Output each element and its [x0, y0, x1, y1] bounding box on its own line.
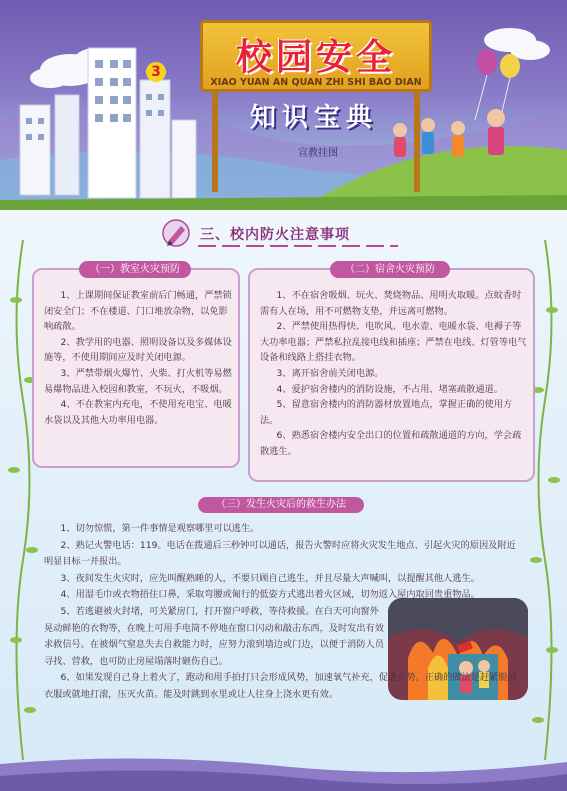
escape-list	[44, 521, 524, 704]
classroom-tag: （一）教室火灾预防	[79, 261, 191, 278]
dorm-fire-box	[248, 264, 535, 482]
pencil-icon	[160, 218, 196, 248]
list-item: 4、爱护宿舍楼内的消防设施，不占用、堵塞疏散通道。	[276, 383, 503, 395]
classroom-list	[44, 288, 234, 428]
title-signboard	[200, 20, 432, 92]
list-item: 3、离开宿舍前关闭电源。	[276, 367, 384, 379]
header-banner	[0, 0, 567, 210]
footer-wave	[0, 752, 567, 791]
list-item: 3、严禁带烟火爆竹、火柴、打火机等易燃易爆物品进入校园和教室，不玩火，不吸烟。	[44, 367, 232, 395]
list-item: 6、熟悉宿舍楼内安全出口的位置和疏散通道的方向，学会疏散逃生。	[260, 430, 522, 457]
list-item: 1、切勿惊慌，第一件事情是观察哪里可以逃生。	[60, 523, 260, 534]
title-pinyin: XIAO YUAN AN QUAN ZHI SHI BAO DIAN	[210, 77, 422, 88]
list-item: 5、留意宿舍楼内的消防器材放置地点，掌握正确的使用方法。	[260, 399, 513, 426]
list-item: 5、若逃避被火封堵，可关紧房门，打开窗户呼救，等待救援。在白天可向窗外晃动鲜艳的衣物等，在晚上可用手电筒不停地在窗口闪动和敲击东西，及时发出有效求救信号。在被烟气窒息失去自救能力时，应努力滚到墙边或门边，以便于消防人员寻找、营救，也可防止房屋塌落时砸伤自己。	[44, 605, 384, 667]
classroom-fire-box	[32, 264, 240, 468]
escape-tag: （三）发生火灾后的救生办法	[198, 497, 364, 513]
poster-label: 宣教挂图	[298, 148, 338, 159]
section-heading	[160, 218, 400, 248]
divider	[198, 245, 398, 247]
page-title: 校园安全	[235, 37, 396, 78]
list-item: 4、用湿毛巾或衣物捂住口鼻，采取弯腰或匍行的低姿方式逃出着火区域，切勿返入屋内取回贵重物品。	[60, 589, 480, 601]
dorm-list	[260, 288, 528, 460]
issue-badge: 3	[146, 62, 166, 82]
list-item: 2、熟记火警电话：119。电话在拨通后三秒钟可以通话，报告火警时应将火灾发生地点、引起火灾的原因及附近明显目标一并报出。	[44, 539, 516, 568]
list-item: 6、如果发现自己身上着火了，跑动和用手拍打只会形成风势，加速氧气补充，促进火势。正确的做法是赶紧脱掉衣服或就地打滚，压灭火苗。能及时跳到水里或让人往身上浇水更有效。	[44, 672, 517, 700]
list-item: 3、夜间发生火灾时，应先叫醒熟睡的人，不要只顾自己逃生，并且尽量大声喊叫，以提醒其他人逃生。	[60, 572, 480, 584]
list-item: 1、上课期间保证教室前后门畅通，严禁锁闭安全门；不在楼道、门口堆放杂物，以免影响疏散。	[44, 290, 232, 333]
subtitle: 知识宝典	[250, 103, 379, 133]
list-item: 2、严禁使用热得快、电吹风、电水壶、电暖水袋、电褥子等大功率电器；严禁私拉乱接电线和插座；严禁在电线、灯管等电气设备和线路上搭挂衣物。	[260, 321, 527, 364]
list-item: 1、不在宿舍吸烟、玩火、焚烧物品、用明火取暖。点蚊香时需有人在场，用不可燃物支垫，并远离可燃物。	[260, 290, 522, 317]
list-item: 2、教学用的电器、照明设备以及多媒体设施等，不使用期间应及时关闭电源。	[44, 336, 232, 364]
list-item: 4、不在教室内充电，不使用充电宝、电暖水袋以及其他大功率用电器。	[44, 399, 232, 426]
dorm-tag: （二）宿舍火灾预防	[330, 261, 450, 278]
section-title: 三、校内防火注意事项	[200, 227, 350, 243]
